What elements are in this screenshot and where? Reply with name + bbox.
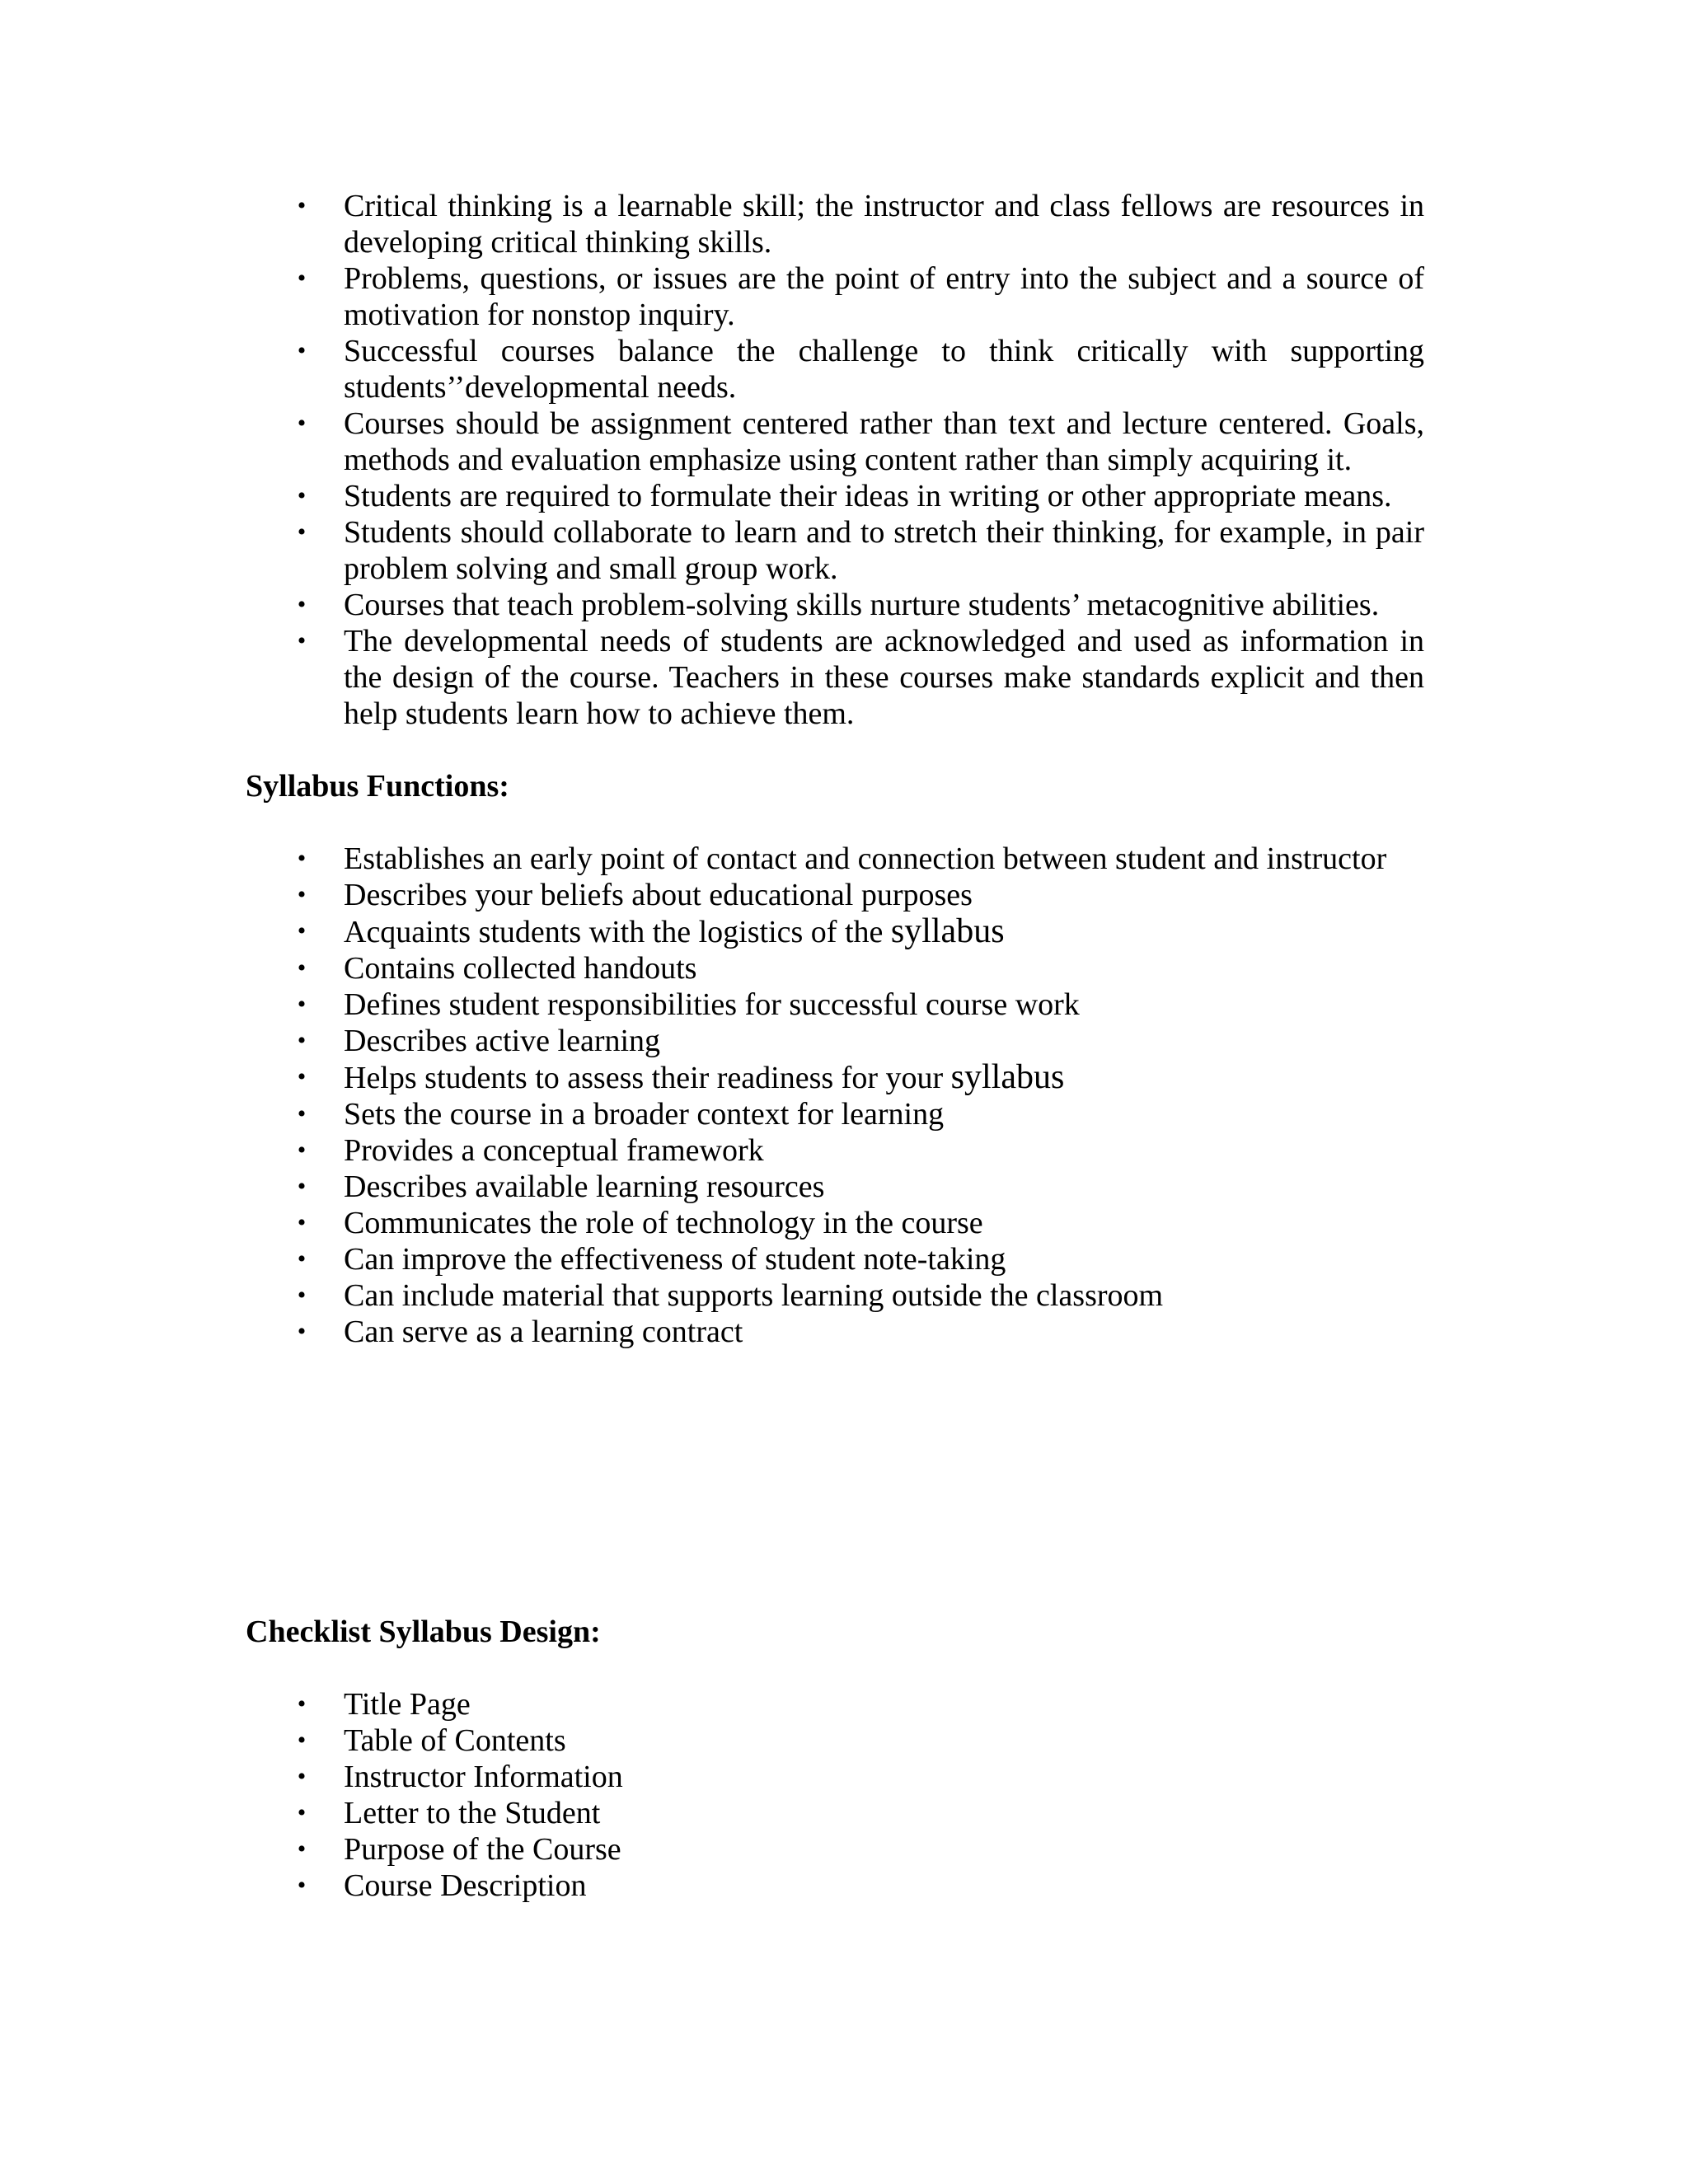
bullet-icon: • (297, 591, 307, 618)
bullet-icon: • (297, 1318, 307, 1345)
bullet-icon: • (297, 627, 307, 654)
list-item: • Critical thinking is a learnable skill; the instructor and class fellows are resources in developing critical thinking skills. (246, 188, 1424, 260)
list-item: • Courses that teach problem-solving skills nurture students’ metacognitive abilities. (246, 587, 1424, 623)
list-item: • The developmental needs of students are acknowledged and used as information in the design of the course. Teachers in these courses make standards explicit and then help students learn how to achieve them. (246, 623, 1424, 732)
list-item: • Contains collected handouts (246, 950, 1424, 987)
list-item: • Sets the course in a broader context for learning (246, 1096, 1424, 1132)
bullet-icon: • (297, 410, 307, 437)
list-item: • Title Page (246, 1686, 1424, 1722)
list-item: • Can improve the effectiveness of student note-taking (246, 1241, 1424, 1277)
bullet-icon: • (297, 881, 307, 908)
list-item: • Students should collaborate to learn and to stretch their thinking, for example, in pair problem solving and small group work. (246, 514, 1424, 587)
bullet-icon: • (297, 1727, 307, 1754)
list-item: • Describes your beliefs about educational purposes (246, 877, 1424, 913)
bullet-icon: • (297, 845, 307, 872)
checklist-heading: Checklist Syllabus Design: (246, 1615, 601, 1649)
list-item: • Students are required to formulate their ideas in writing or other appropriate means. (246, 478, 1424, 514)
bullet-icon: • (297, 1872, 307, 1899)
list-item: • Defines student responsibilities for successful course work (246, 987, 1424, 1023)
list-item: • Establishes an early point of contact and connection between student and instructor (246, 841, 1424, 877)
list-item: • Provides a conceptual framework (246, 1132, 1424, 1169)
bullet-icon: • (297, 1245, 307, 1272)
bullet-icon: • (297, 917, 307, 944)
list-item: • Course Description (246, 1868, 1424, 1904)
principles-list (246, 188, 1424, 732)
list-item: • Instructor Information (246, 1759, 1424, 1795)
bullet-icon: • (297, 482, 307, 509)
bullet-icon: • (297, 192, 307, 219)
list-item: • Courses should be assignment centered rather than text and lecture centered. Goals, methods and evaluation emphasize using content rather than simply acquiring it. (246, 405, 1424, 478)
bullet-icon: • (297, 1799, 307, 1826)
bullet-icon: • (297, 1690, 307, 1718)
list-item: • Problems, questions, or issues are the point of entry into the subject and a source of motivation for nonstop inquiry. (246, 260, 1424, 333)
list-item: • Communicates the role of technology in the course (246, 1205, 1424, 1241)
bullet-icon: • (297, 1137, 307, 1164)
bullet-icon: • (297, 1209, 307, 1236)
list-item: • Acquaints students with the logistics of the syllabus (246, 913, 1424, 950)
bullet-icon: • (297, 991, 307, 1018)
bullet-icon: • (297, 1100, 307, 1127)
syllabus-functions-heading: Syllabus Functions: (246, 769, 509, 804)
list-item: • Successful courses balance the challenge to think critically with supporting students’’developmental needs. (246, 333, 1424, 405)
list-item: • Can serve as a learning contract (246, 1314, 1424, 1350)
checklist-list (246, 1686, 1424, 1904)
bullet-icon: • (297, 1763, 307, 1790)
list-item: • Can include material that supports learning outside the classroom (246, 1277, 1424, 1314)
syllabus-word: syllabus (890, 912, 1005, 950)
bullet-icon: • (297, 1063, 307, 1090)
bullet-icon: • (297, 1282, 307, 1309)
bullet-icon: • (297, 1835, 307, 1863)
bullet-icon: • (297, 337, 307, 364)
list-item: • Describes active learning (246, 1023, 1424, 1059)
list-item: • Helps students to assess their readiness for your syllabus (246, 1059, 1424, 1096)
bullet-icon: • (297, 265, 307, 292)
bullet-icon: • (297, 1173, 307, 1200)
document-page (246, 188, 1424, 1904)
list-item: • Purpose of the Course (246, 1831, 1424, 1868)
bullet-icon: • (297, 1027, 307, 1054)
list-item: • Describes available learning resources (246, 1169, 1424, 1205)
list-item: • Table of Contents (246, 1722, 1424, 1759)
bullet-icon: • (297, 954, 307, 982)
list-item: • Letter to the Student (246, 1795, 1424, 1831)
syllabus-word: syllabus (950, 1058, 1065, 1096)
bullet-icon: • (297, 518, 307, 546)
syllabus-functions-list (246, 841, 1424, 1350)
